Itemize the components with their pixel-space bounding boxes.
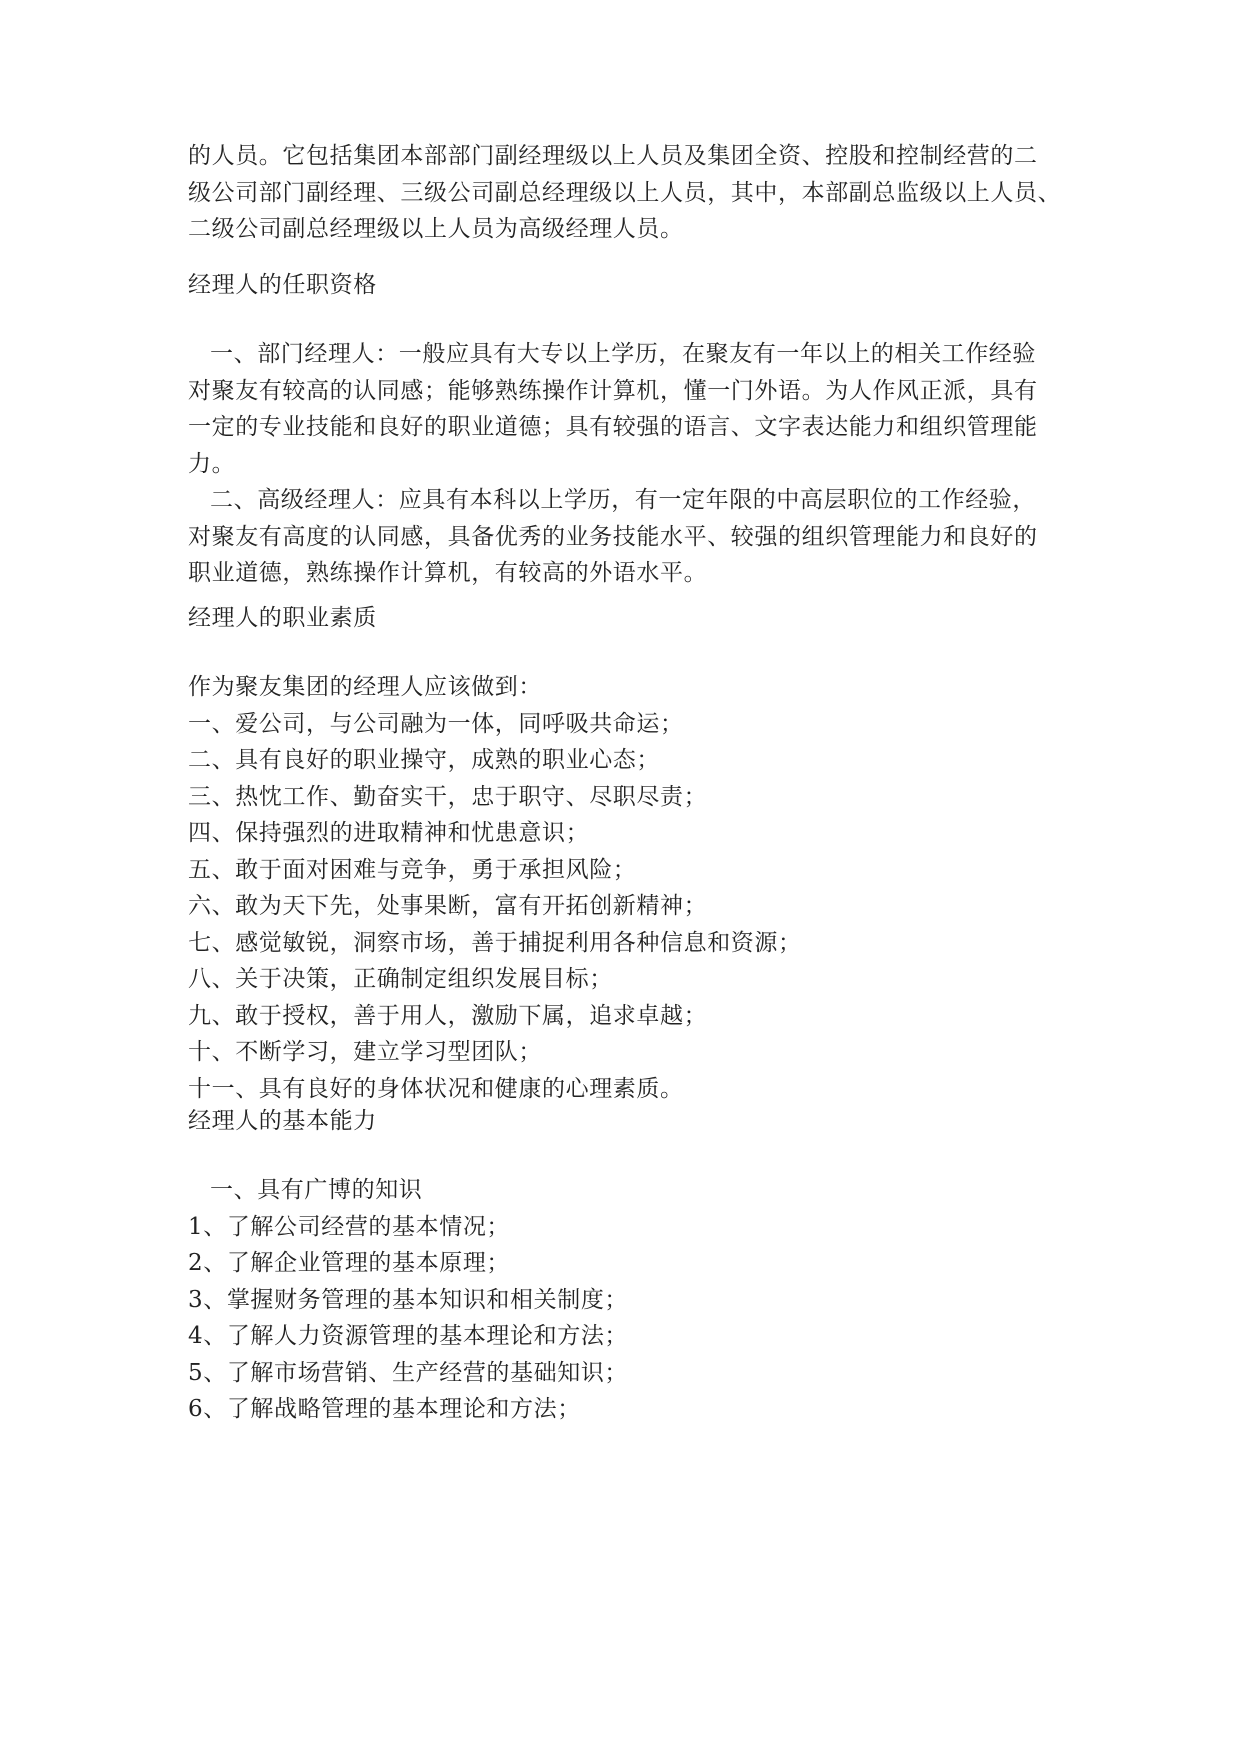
list-item: 九、敢于授权，善于用人，激励下属，追求卓越； — [188, 1002, 708, 1029]
qualifications-body — [188, 336, 1088, 592]
section-heading: 经理人的职业素质 — [188, 605, 377, 631]
qualification-line: 二、高级经理人：应具有本科以上学历，有一定年限的中高层职位的工作经验， — [210, 487, 1036, 513]
qualities-body — [188, 669, 1088, 1107]
abilities-body — [188, 1172, 1088, 1428]
list-item: 3、掌握财务管理的基本知识和相关制度； — [188, 1286, 629, 1313]
intro-line: 级公司部门副经理、三级公司副总经理级以上人员，其中，本部副总监级以上人员、 — [188, 179, 1062, 206]
section-title-qualities — [188, 600, 1088, 637]
list-item: 六、敢为天下先，处事果断，富有开拓创新精神； — [188, 893, 708, 919]
intro-line: 二级公司副总经理级以上人员为高级经理人员。 — [188, 216, 684, 242]
qualification-line: 对聚友有高度的认同感，具备优秀的业务技能水平、较强的组织管理能力和良好的 — [188, 523, 1038, 550]
qualification-line: 一定的专业技能和良好的职业道德；具有较强的语言、文字表达能力和组织管理能 — [188, 414, 1038, 440]
intro-line: 的人员。它包括集团本部部门副经理级以上人员及集团全资、控股和控制经营的二 — [188, 143, 1038, 169]
list-item: 四、保持强烈的进取精神和忧患意识； — [188, 820, 590, 846]
list-item: 八、关于决策，正确制定组织发展目标； — [188, 966, 613, 992]
intro-paragraph — [188, 138, 1088, 248]
list-item: 十一、具有良好的身体状况和健康的心理素质。 — [188, 1075, 684, 1102]
qualification-line: 职业道德，熟练操作计算机，有较高的外语水平。 — [188, 560, 708, 586]
list-item: 十、不断学习，建立学习型团队； — [188, 1039, 542, 1065]
section-heading: 经理人的任职资格 — [188, 272, 377, 298]
list-item: 一、爱公司，与公司融为一体，同呼吸共命运； — [188, 710, 684, 737]
list-item: 二、具有良好的职业操守，成熟的职业心态； — [188, 747, 660, 773]
qualification-line: 一、部门经理人：一般应具有大专以上学历，在聚友有一年以上的相关工作经验 — [210, 341, 1036, 367]
qualification-line: 力。 — [188, 450, 236, 477]
section-title-abilities — [188, 1103, 1088, 1140]
list-item: 4、了解人力资源管理的基本理论和方法； — [188, 1323, 629, 1349]
abilities-subtitle: 一、具有广博的知识 — [210, 1177, 423, 1203]
list-item: 三、热忱工作、勤奋实干，忠于职守、尽职尽责； — [188, 783, 708, 810]
list-item: 2、了解企业管理的基本原理； — [188, 1250, 511, 1276]
qualification-line: 对聚友有较高的认同感；能够熟练操作计算机，懂一门外语。为人作风正派，具有 — [188, 377, 1038, 404]
section-heading: 经理人的基本能力 — [188, 1108, 377, 1134]
list-item: 七、感觉敏锐，洞察市场，善于捕捉利用各种信息和资源； — [188, 929, 802, 956]
list-item: 1、了解公司经营的基本情况； — [188, 1213, 511, 1240]
qualities-intro: 作为聚友集团的经理人应该做到： — [188, 674, 542, 700]
list-item: 6、了解战略管理的基本理论和方法； — [188, 1396, 581, 1422]
list-item: 五、敢于面对困难与竞争，勇于承担风险； — [188, 856, 637, 883]
section-title-qualifications — [188, 267, 1088, 304]
list-item: 5、了解市场营销、生产经营的基础知识； — [188, 1359, 629, 1386]
